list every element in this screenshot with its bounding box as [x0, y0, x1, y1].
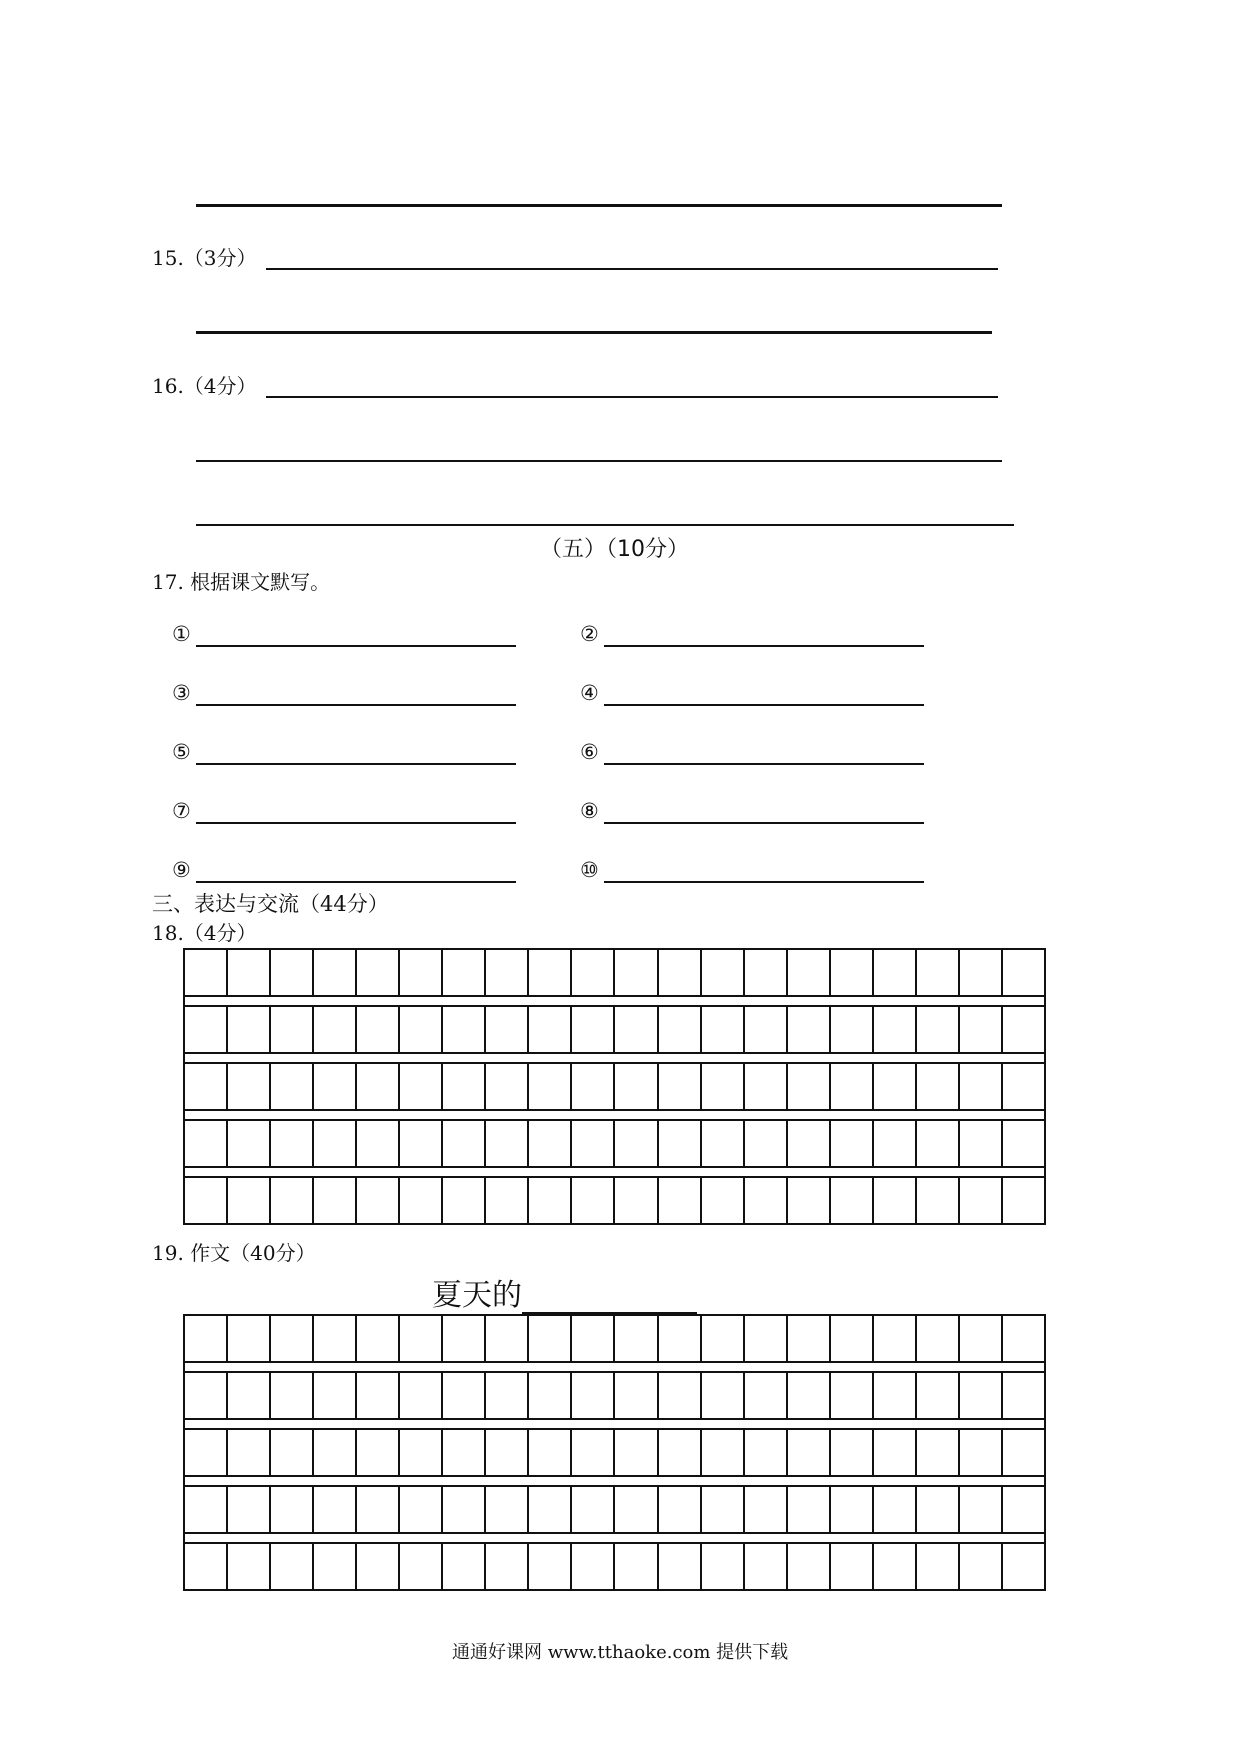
grid-18-cell[interactable]	[1003, 950, 1044, 995]
essay-title-prefix: 夏天的	[432, 1278, 522, 1313]
blank-number-6: ⑥	[580, 740, 599, 764]
grid-19-cell[interactable]	[659, 1373, 702, 1418]
grid-19-cell[interactable]	[960, 1373, 1003, 1418]
grid-18-cell[interactable]	[917, 1121, 960, 1166]
grid-19-cell[interactable]	[615, 1316, 658, 1361]
grid-19-cell[interactable]	[314, 1316, 357, 1361]
grid-18-cell[interactable]	[400, 1121, 443, 1166]
blank-line-1[interactable]	[196, 645, 516, 647]
grid-19-cell[interactable]	[357, 1316, 400, 1361]
grid-18-cell[interactable]	[659, 1007, 702, 1052]
grid-19-cell[interactable]	[271, 1373, 314, 1418]
section-3-heading: 三、表达与交流（44分）	[152, 892, 389, 916]
grid-19-cell[interactable]	[831, 1430, 874, 1475]
grid-18-cell[interactable]	[357, 1064, 400, 1109]
grid-19-cell[interactable]	[702, 1487, 745, 1532]
grid-18-cell[interactable]	[874, 1121, 917, 1166]
grid-18-cell[interactable]	[185, 1007, 228, 1052]
grid-18-cell[interactable]	[400, 1007, 443, 1052]
grid-18-cell[interactable]	[917, 1178, 960, 1223]
grid-18-row	[185, 1178, 1044, 1223]
grid-18-cell[interactable]	[659, 1178, 702, 1223]
footer-text: 通通好课网 www.tthaoke.com 提供下载	[452, 1642, 789, 1663]
grid-18-cell[interactable]	[572, 1121, 615, 1166]
grid-18-cell[interactable]	[486, 950, 529, 995]
grid-19-cell[interactable]	[271, 1430, 314, 1475]
grid-18-cell[interactable]	[788, 1007, 831, 1052]
writing-grid-18[interactable]	[183, 948, 1046, 1225]
grid-18-cell[interactable]	[314, 1007, 357, 1052]
grid-18-cell[interactable]	[357, 1007, 400, 1052]
grid-18-row-separator	[185, 1052, 1044, 1064]
grid-19-cell[interactable]	[702, 1316, 745, 1361]
grid-19-cell[interactable]	[874, 1373, 917, 1418]
blank-number-4: ④	[580, 681, 599, 705]
blank-number-5: ⑤	[172, 740, 191, 764]
grid-18-cell[interactable]	[788, 1064, 831, 1109]
grid-18-cell[interactable]	[314, 1178, 357, 1223]
blank-line-2[interactable]	[604, 645, 924, 647]
grid-19-cell[interactable]	[486, 1544, 529, 1589]
grid-18-cell[interactable]	[400, 1178, 443, 1223]
grid-18-cell[interactable]	[443, 950, 486, 995]
grid-18-cell[interactable]	[357, 950, 400, 995]
grid-18-cell[interactable]	[443, 1178, 486, 1223]
grid-18-cell[interactable]	[960, 1007, 1003, 1052]
grid-19-cell[interactable]	[486, 1316, 529, 1361]
grid-19-cell[interactable]	[228, 1373, 271, 1418]
grid-19-cell[interactable]	[702, 1430, 745, 1475]
question-19-label: 19. 作文（40分）	[152, 1241, 316, 1265]
blank-line-4[interactable]	[604, 704, 924, 706]
grid-19-cell[interactable]	[874, 1430, 917, 1475]
grid-19-cell[interactable]	[874, 1487, 917, 1532]
grid-18-cell[interactable]	[960, 1178, 1003, 1223]
blank-number-3: ③	[172, 681, 191, 705]
grid-19-cell[interactable]	[529, 1373, 572, 1418]
grid-18-cell[interactable]	[745, 1007, 788, 1052]
grid-18-cell[interactable]	[486, 1007, 529, 1052]
grid-18-cell[interactable]	[529, 1007, 572, 1052]
grid-19-cell[interactable]	[659, 1430, 702, 1475]
grid-19-cell[interactable]	[831, 1544, 874, 1589]
grid-19-cell[interactable]	[702, 1373, 745, 1418]
grid-18-cell[interactable]	[788, 1178, 831, 1223]
blank-number-10: ⑩	[580, 858, 599, 882]
grid-18-cell[interactable]	[745, 1121, 788, 1166]
grid-19-row-separator	[185, 1532, 1044, 1544]
grid-19-cell[interactable]	[357, 1544, 400, 1589]
grid-19-row	[185, 1373, 1044, 1418]
answer-line-15a[interactable]	[266, 268, 998, 270]
blank-number-7: ⑦	[172, 799, 191, 823]
grid-19-cell[interactable]	[486, 1487, 529, 1532]
grid-19-cell[interactable]	[228, 1544, 271, 1589]
grid-18-cell[interactable]	[271, 1007, 314, 1052]
grid-18-cell[interactable]	[874, 1178, 917, 1223]
grid-19-cell[interactable]	[185, 1373, 228, 1418]
grid-18-cell[interactable]	[831, 950, 874, 995]
answer-line-15b[interactable]	[196, 331, 992, 334]
grid-18-cell[interactable]	[745, 950, 788, 995]
grid-19-cell[interactable]	[615, 1487, 658, 1532]
grid-19-cell[interactable]	[185, 1316, 228, 1361]
grid-18-cell[interactable]	[400, 950, 443, 995]
grid-18-cell[interactable]	[228, 1121, 271, 1166]
grid-18-cell[interactable]	[615, 1064, 658, 1109]
grid-19-cell[interactable]	[1003, 1430, 1044, 1475]
grid-18-cell[interactable]	[960, 1064, 1003, 1109]
grid-18-cell[interactable]	[185, 1178, 228, 1223]
grid-19-cell[interactable]	[314, 1373, 357, 1418]
grid-19-cell[interactable]	[788, 1430, 831, 1475]
grid-19-cell[interactable]	[572, 1316, 615, 1361]
answer-line[interactable]	[196, 204, 1002, 207]
grid-18-cell[interactable]	[1003, 1064, 1044, 1109]
grid-19-cell[interactable]	[400, 1487, 443, 1532]
grid-19-cell[interactable]	[615, 1430, 658, 1475]
grid-18-row-separator	[185, 995, 1044, 1007]
grid-18-cell[interactable]	[529, 950, 572, 995]
part-5-heading: （五）（10分）	[540, 537, 689, 562]
grid-19-cell[interactable]	[271, 1316, 314, 1361]
grid-19-cell[interactable]	[228, 1316, 271, 1361]
grid-18-row	[185, 1064, 1044, 1109]
grid-18-cell[interactable]	[314, 1121, 357, 1166]
answer-line-16c[interactable]	[196, 524, 1014, 526]
grid-19-cell[interactable]	[314, 1430, 357, 1475]
grid-18-cell[interactable]	[400, 1064, 443, 1109]
grid-19-cell[interactable]	[357, 1487, 400, 1532]
grid-18-cell[interactable]	[228, 1064, 271, 1109]
grid-18-cell[interactable]	[745, 1178, 788, 1223]
grid-19-cell[interactable]	[1003, 1544, 1044, 1589]
grid-18-cell[interactable]	[659, 1064, 702, 1109]
question-18-label: 18.（4分）	[152, 921, 257, 945]
grid-18-cell[interactable]	[271, 1178, 314, 1223]
grid-18-cell[interactable]	[615, 950, 658, 995]
grid-19-cell[interactable]	[831, 1373, 874, 1418]
grid-19-cell[interactable]	[960, 1544, 1003, 1589]
blank-line-9[interactable]	[196, 881, 516, 883]
grid-19-cell[interactable]	[443, 1487, 486, 1532]
answer-line-16b[interactable]	[196, 460, 1002, 462]
grid-18-cell[interactable]	[702, 1178, 745, 1223]
grid-18-cell[interactable]	[572, 1007, 615, 1052]
grid-19-cell[interactable]	[400, 1430, 443, 1475]
grid-18-row-separator	[185, 1223, 1044, 1231]
grid-19-cell[interactable]	[572, 1373, 615, 1418]
grid-18-cell[interactable]	[831, 1178, 874, 1223]
grid-18-cell[interactable]	[702, 1064, 745, 1109]
grid-19-row	[185, 1316, 1044, 1361]
grid-19-cell[interactable]	[443, 1316, 486, 1361]
grid-19-cell[interactable]	[1003, 1316, 1044, 1361]
writing-grid-19[interactable]	[183, 1314, 1046, 1591]
grid-19-row-separator	[185, 1361, 1044, 1373]
grid-18-cell[interactable]	[185, 1064, 228, 1109]
grid-18-cell[interactable]	[702, 1007, 745, 1052]
grid-19-cell[interactable]	[831, 1316, 874, 1361]
grid-18-cell[interactable]	[529, 1121, 572, 1166]
blank-line-3[interactable]	[196, 704, 516, 706]
grid-19-row	[185, 1487, 1044, 1532]
grid-18-cell[interactable]	[1003, 1178, 1044, 1223]
blank-number-8: ⑧	[580, 799, 599, 823]
grid-19-cell[interactable]	[788, 1373, 831, 1418]
grid-19-row	[185, 1544, 1044, 1589]
grid-19-cell[interactable]	[788, 1316, 831, 1361]
grid-18-cell[interactable]	[960, 1121, 1003, 1166]
grid-19-cell[interactable]	[831, 1487, 874, 1532]
grid-18-cell[interactable]	[831, 1007, 874, 1052]
grid-19-cell[interactable]	[960, 1430, 1003, 1475]
essay-title	[432, 1278, 522, 1314]
grid-19-cell[interactable]	[400, 1544, 443, 1589]
grid-19-cell[interactable]	[228, 1430, 271, 1475]
grid-18-cell[interactable]	[874, 950, 917, 995]
grid-18-cell[interactable]	[486, 1121, 529, 1166]
grid-18-cell[interactable]	[1003, 1121, 1044, 1166]
grid-19-cell[interactable]	[400, 1316, 443, 1361]
grid-18-cell[interactable]	[357, 1178, 400, 1223]
grid-18-cell[interactable]	[1003, 1007, 1044, 1052]
blank-line-5[interactable]	[196, 763, 516, 765]
grid-18-cell[interactable]	[572, 1064, 615, 1109]
grid-19-cell[interactable]	[960, 1316, 1003, 1361]
blank-line-8[interactable]	[604, 822, 924, 824]
grid-19-cell[interactable]	[745, 1430, 788, 1475]
grid-18-cell[interactable]	[185, 950, 228, 995]
grid-18-cell[interactable]	[529, 1178, 572, 1223]
grid-18-cell[interactable]	[228, 1007, 271, 1052]
grid-19-cell[interactable]	[917, 1544, 960, 1589]
grid-18-cell[interactable]	[615, 1178, 658, 1223]
grid-18-row-separator	[185, 1109, 1044, 1121]
grid-19-cell[interactable]	[1003, 1373, 1044, 1418]
grid-19-cell[interactable]	[659, 1316, 702, 1361]
question-15-label: 15.（3分）	[152, 246, 257, 270]
grid-18-cell[interactable]	[486, 1178, 529, 1223]
grid-18-cell[interactable]	[228, 1178, 271, 1223]
grid-19-cell[interactable]	[314, 1544, 357, 1589]
grid-18-cell[interactable]	[702, 1121, 745, 1166]
grid-18-cell[interactable]	[486, 1064, 529, 1109]
grid-18-cell[interactable]	[314, 1064, 357, 1109]
grid-18-cell[interactable]	[874, 1064, 917, 1109]
grid-18-cell[interactable]	[659, 1121, 702, 1166]
grid-19-cell[interactable]	[185, 1544, 228, 1589]
grid-19-cell[interactable]	[486, 1430, 529, 1475]
grid-19-cell[interactable]	[185, 1430, 228, 1475]
grid-19-row	[185, 1430, 1044, 1475]
grid-18-cell[interactable]	[529, 1064, 572, 1109]
grid-19-cell[interactable]	[917, 1487, 960, 1532]
grid-19-cell[interactable]	[745, 1316, 788, 1361]
grid-19-cell[interactable]	[443, 1544, 486, 1589]
grid-19-cell[interactable]	[228, 1487, 271, 1532]
grid-18-cell[interactable]	[745, 1064, 788, 1109]
grid-19-cell[interactable]	[400, 1373, 443, 1418]
grid-18-cell[interactable]	[788, 950, 831, 995]
blank-number-9: ⑨	[172, 858, 191, 882]
grid-19-cell[interactable]	[874, 1544, 917, 1589]
grid-18-cell[interactable]	[615, 1007, 658, 1052]
grid-19-cell[interactable]	[788, 1487, 831, 1532]
grid-19-cell[interactable]	[615, 1373, 658, 1418]
grid-18-cell[interactable]	[874, 1007, 917, 1052]
grid-19-cell[interactable]	[960, 1487, 1003, 1532]
grid-18-cell[interactable]	[228, 950, 271, 995]
grid-19-row-separator	[185, 1475, 1044, 1487]
grid-19-cell[interactable]	[788, 1544, 831, 1589]
grid-19-cell[interactable]	[443, 1373, 486, 1418]
grid-18-cell[interactable]	[443, 1007, 486, 1052]
grid-18-cell[interactable]	[788, 1121, 831, 1166]
grid-19-cell[interactable]	[572, 1430, 615, 1475]
grid-18-cell[interactable]	[443, 1064, 486, 1109]
grid-19-cell[interactable]	[314, 1487, 357, 1532]
grid-19-cell[interactable]	[271, 1487, 314, 1532]
grid-19-cell[interactable]	[572, 1487, 615, 1532]
grid-18-row-separator	[185, 1166, 1044, 1178]
grid-18-row	[185, 950, 1044, 995]
grid-18-cell[interactable]	[271, 1064, 314, 1109]
grid-18-cell[interactable]	[659, 950, 702, 995]
grid-18-cell[interactable]	[572, 950, 615, 995]
grid-18-cell[interactable]	[357, 1121, 400, 1166]
grid-19-cell[interactable]	[1003, 1487, 1044, 1532]
grid-18-cell[interactable]	[917, 950, 960, 995]
grid-18-cell[interactable]	[831, 1064, 874, 1109]
grid-19-cell[interactable]	[745, 1487, 788, 1532]
grid-18-cell[interactable]	[271, 950, 314, 995]
grid-19-cell[interactable]	[357, 1373, 400, 1418]
grid-18-cell[interactable]	[917, 1064, 960, 1109]
grid-18-cell[interactable]	[917, 1007, 960, 1052]
grid-19-row-separator	[185, 1589, 1044, 1597]
grid-18-cell[interactable]	[615, 1121, 658, 1166]
grid-19-cell[interactable]	[271, 1544, 314, 1589]
grid-19-cell[interactable]	[745, 1373, 788, 1418]
grid-19-cell[interactable]	[659, 1544, 702, 1589]
blank-line-6[interactable]	[604, 763, 924, 765]
grid-19-cell[interactable]	[745, 1544, 788, 1589]
grid-18-cell[interactable]	[314, 950, 357, 995]
blank-line-10[interactable]	[604, 881, 924, 883]
blank-line-7[interactable]	[196, 822, 516, 824]
grid-19-cell[interactable]	[529, 1544, 572, 1589]
grid-18-cell[interactable]	[443, 1121, 486, 1166]
blank-number-2: ②	[580, 622, 599, 646]
question-16-label: 16.（4分）	[152, 374, 257, 398]
grid-19-cell[interactable]	[572, 1544, 615, 1589]
grid-18-row	[185, 1007, 1044, 1052]
grid-18-cell[interactable]	[831, 1121, 874, 1166]
grid-18-cell[interactable]	[185, 1121, 228, 1166]
grid-19-cell[interactable]	[529, 1430, 572, 1475]
grid-19-cell[interactable]	[917, 1316, 960, 1361]
grid-18-row	[185, 1121, 1044, 1166]
grid-18-cell[interactable]	[572, 1178, 615, 1223]
grid-19-cell[interactable]	[529, 1487, 572, 1532]
grid-19-cell[interactable]	[357, 1430, 400, 1475]
grid-19-cell[interactable]	[702, 1544, 745, 1589]
answer-line-16a[interactable]	[266, 396, 998, 398]
grid-19-cell[interactable]	[615, 1544, 658, 1589]
grid-18-cell[interactable]	[960, 950, 1003, 995]
grid-19-cell[interactable]	[917, 1430, 960, 1475]
grid-19-row-separator	[185, 1418, 1044, 1430]
grid-19-cell[interactable]	[185, 1487, 228, 1532]
grid-19-cell[interactable]	[529, 1316, 572, 1361]
grid-19-cell[interactable]	[874, 1316, 917, 1361]
grid-19-cell[interactable]	[659, 1487, 702, 1532]
grid-19-cell[interactable]	[443, 1430, 486, 1475]
grid-18-cell[interactable]	[271, 1121, 314, 1166]
grid-18-cell[interactable]	[702, 950, 745, 995]
grid-19-cell[interactable]	[486, 1373, 529, 1418]
question-17-label: 17. 根据课文默写。	[152, 570, 331, 594]
grid-19-cell[interactable]	[917, 1373, 960, 1418]
blank-number-1: ①	[172, 622, 191, 646]
